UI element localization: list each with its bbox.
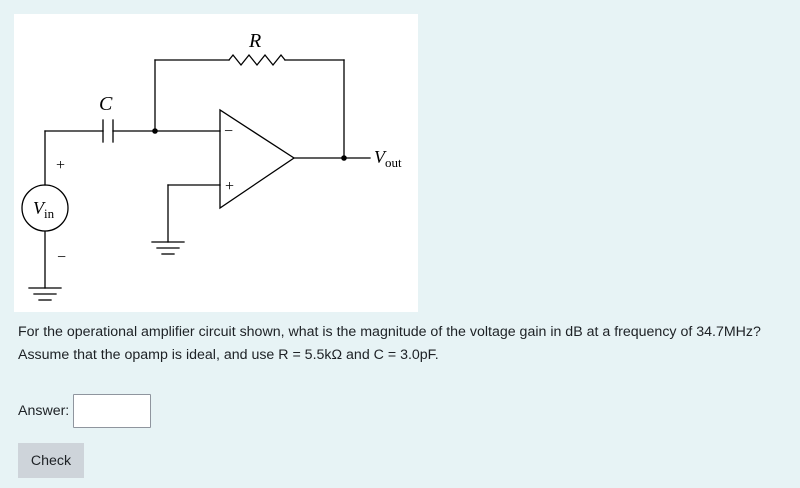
junction-dot-output (341, 155, 347, 161)
answer-label: Answer: (18, 403, 70, 419)
capacitor-label: C (99, 93, 113, 115)
check-button[interactable]: Check (18, 443, 84, 478)
resistor-zigzag (229, 55, 285, 65)
vin-label (33, 198, 55, 221)
vout-label-main: V (374, 147, 385, 167)
question-text: For the operational amplifier circuit shown, what is the magnitude of the voltage gain in dB at a frequency of 34.7MHz? Assume that the opamp is ideal, and use R = 5.5kΩ and C = 3.0pF. (18, 324, 761, 363)
opamp-noninverting-sign: + (225, 178, 235, 195)
vin-label-main: V (33, 198, 44, 218)
circuit-figure (14, 14, 418, 312)
opamp-circuit-diagram (14, 14, 418, 312)
opamp-inverting-sign: − (224, 123, 234, 140)
vin-label-sub: in (44, 206, 55, 221)
vout-label (374, 147, 402, 170)
answer-input[interactable] (73, 394, 151, 428)
source-minus-sign: − (57, 249, 67, 266)
resistor-label: R (249, 30, 262, 52)
vout-label-sub: out (385, 155, 402, 170)
junction-dot-feedback (152, 128, 158, 134)
source-plus-sign: + (56, 157, 66, 174)
answer-row (18, 393, 151, 429)
